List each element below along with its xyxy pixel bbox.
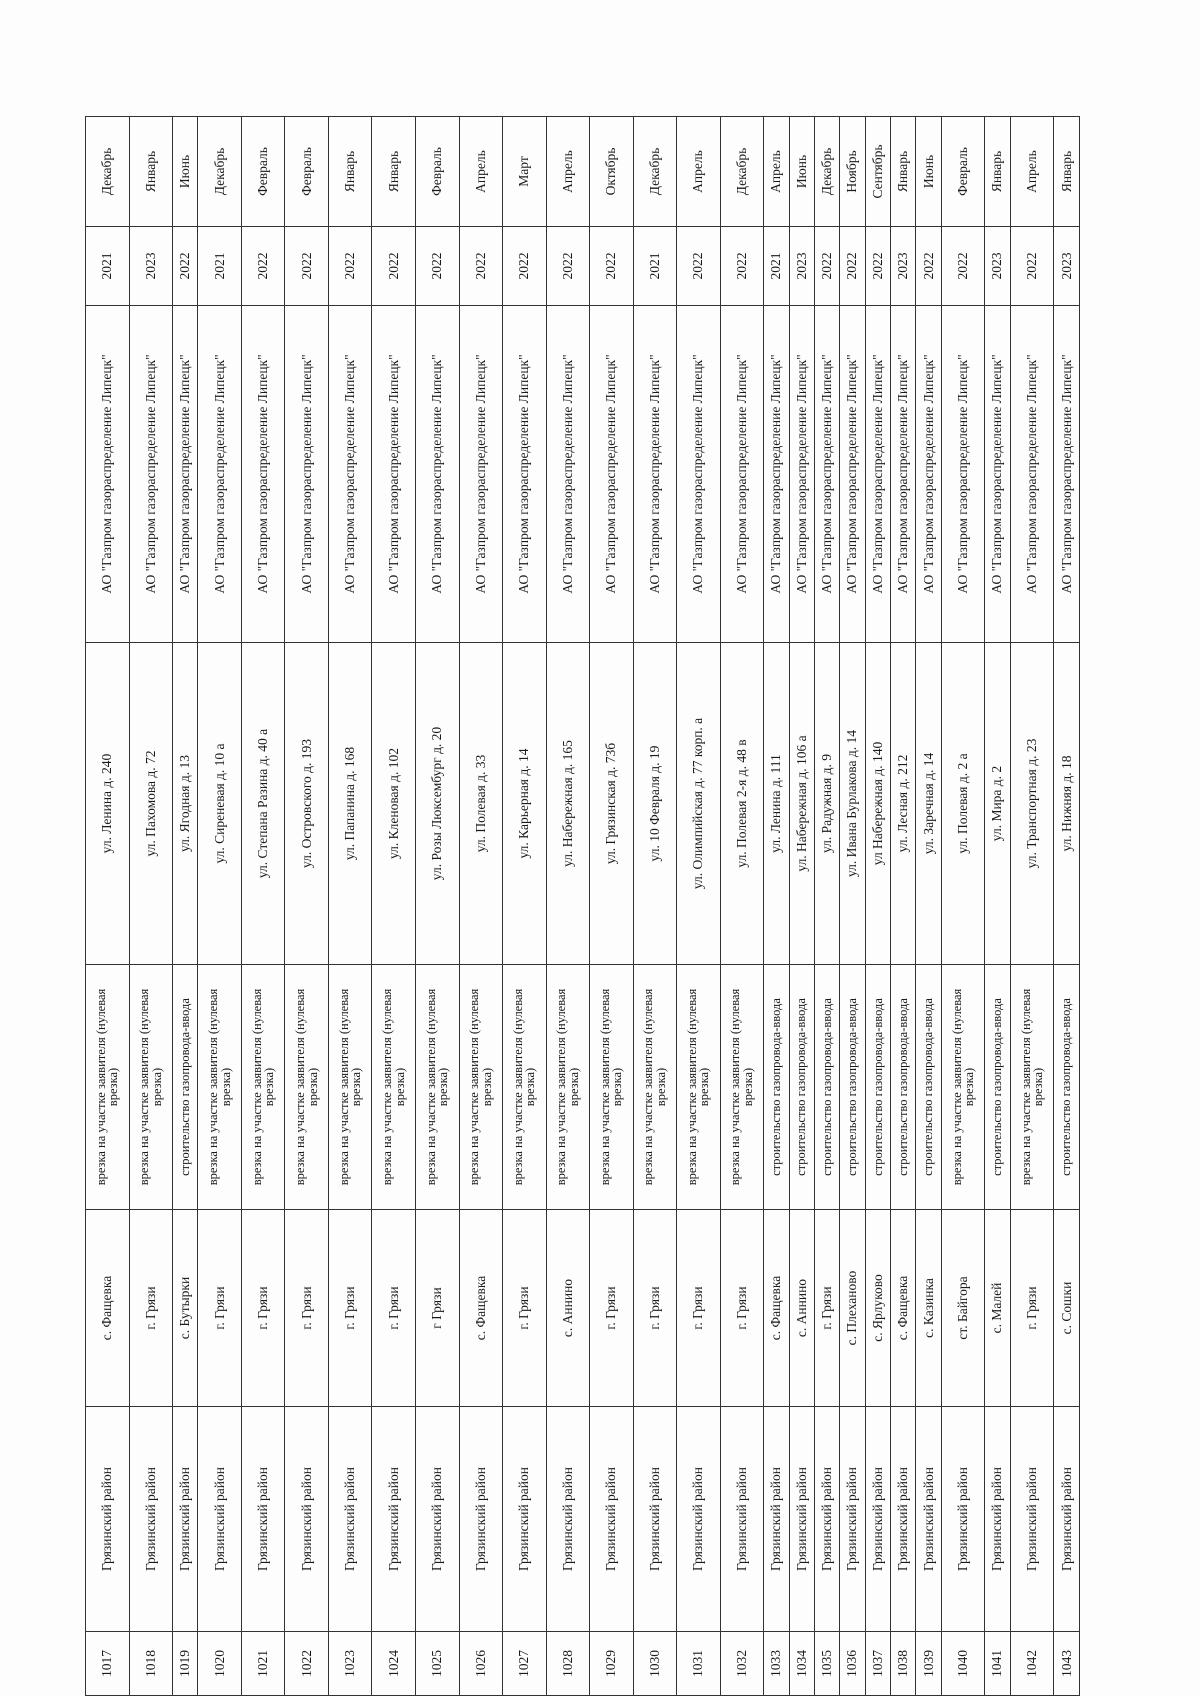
settlement-cell: г. Грязи [814,1210,839,1407]
year-cell: 2022 [677,227,721,306]
month-cell: Апрель [1010,117,1054,227]
table-row [241,117,285,1696]
address-cell: ул. Кленовая д. 102 [372,643,416,965]
organization-cell: АО "Газпром газораспределение Липецк" [764,306,789,643]
row-number-cell: 1022 [285,1632,329,1696]
year-cell: 2021 [633,227,677,306]
month-cell: Февраль [241,117,285,227]
table-row [1010,117,1054,1696]
settlement-cell: г Грязи [416,1210,460,1407]
row-number-cell: 1038 [891,1632,916,1696]
year-cell: 2021 [764,227,789,306]
organization-cell: АО "Газпром газораспределение Липецк" [1054,306,1080,643]
table-row [86,117,130,1696]
gasification-table [85,116,1080,1696]
organization-cell: АО "Газпром газораспределение Липецк" [546,306,590,643]
address-cell: ул. Мира д. 2 [985,643,1010,965]
district-cell: Грязинский район [372,1407,416,1632]
year-cell: 2021 [198,227,242,306]
address-cell: ул. Радужная д. 9 [814,643,839,965]
year-cell: 2022 [173,227,198,306]
settlement-cell: г. Грязи [372,1210,416,1407]
organization-cell: АО "Газпром газораспределение Липецк" [285,306,329,643]
row-number-cell: 1037 [865,1632,890,1696]
work-type-cell: строительство газопровода-ввода [814,965,839,1210]
work-type-cell: врезка на участке заявителя (нулевая врезка) [633,965,677,1210]
district-cell: Грязинский район [129,1407,173,1632]
month-cell: Декабрь [86,117,130,227]
year-cell: 2022 [546,227,590,306]
work-type-cell: врезка на участке заявителя (нулевая врезка) [198,965,242,1210]
organization-cell: АО "Газпром газораспределение Липецк" [173,306,198,643]
district-cell: Грязинский район [86,1407,130,1632]
settlement-cell: г. Грязи [1010,1210,1054,1407]
address-cell: ул. Карьерная д. 14 [503,643,547,965]
row-number-cell: 1023 [328,1632,372,1696]
month-cell: Июнь [789,117,814,227]
year-cell: 2022 [241,227,285,306]
row-number-cell: 1021 [241,1632,285,1696]
row-number-cell: 1033 [764,1632,789,1696]
row-number-cell: 1017 [86,1632,130,1696]
organization-cell: АО "Газпром газораспределение Липецк" [865,306,890,643]
district-cell: Грязинский район [633,1407,677,1632]
month-cell: Апрель [546,117,590,227]
work-type-cell: врезка на участке заявителя (нулевая врезка) [503,965,547,1210]
organization-cell: АО "Газпром газораспределение Липецк" [720,306,764,643]
settlement-cell: с. Ярлуково [865,1210,890,1407]
district-cell: Грязинский район [459,1407,503,1632]
month-cell: Декабрь [633,117,677,227]
organization-cell: АО "Газпром газораспределение Липецк" [503,306,547,643]
organization-cell: АО "Газпром газораспределение Липецк" [633,306,677,643]
month-cell: Январь [1054,117,1080,227]
month-cell: Февраль [416,117,460,227]
table-row [985,117,1010,1696]
address-cell: ул. Сиреневая д. 10 а [198,643,242,965]
address-cell: ул. Ягодная д. 13 [173,643,198,965]
work-type-cell: врезка на участке заявителя (нулевая врезка) [372,965,416,1210]
address-cell: ул. Полевая д. 2 а [941,643,985,965]
month-cell: Июнь [173,117,198,227]
organization-cell: АО "Газпром газораспределение Липецк" [372,306,416,643]
table-row [285,117,329,1696]
year-cell: 2022 [1010,227,1054,306]
address-cell: ул. Ленина д. 111 [764,643,789,965]
year-cell: 2022 [459,227,503,306]
row-number-cell: 1040 [941,1632,985,1696]
month-cell: Июнь [916,117,941,227]
table-row [416,117,460,1696]
district-cell: Грязинский район [764,1407,789,1632]
table-row [328,117,372,1696]
address-cell: ул. Островского д. 193 [285,643,329,965]
work-type-cell: строительство газопровода-ввода [916,965,941,1210]
table-row [459,117,503,1696]
address-cell: ул. 10 Февраля д. 19 [633,643,677,965]
rotated-table-wrapper [85,117,1080,1696]
table-row [677,117,721,1696]
work-type-cell: врезка на участке заявителя (нулевая врезка) [1010,965,1054,1210]
organization-cell: АО "Газпром газораспределение Липецк" [86,306,130,643]
month-cell: Январь [891,117,916,227]
organization-cell: АО "Газпром газораспределение Липецк" [198,306,242,643]
organization-cell: АО "Газпром газораспределение Липецк" [789,306,814,643]
settlement-cell: с. Фащевка [891,1210,916,1407]
district-cell: Грязинский район [677,1407,721,1632]
row-number-cell: 1043 [1054,1632,1080,1696]
row-number-cell: 1035 [814,1632,839,1696]
district-cell: Грязинский район [789,1407,814,1632]
work-type-cell: врезка на участке заявителя (нулевая врезка) [546,965,590,1210]
work-type-cell: строительство газопровода-ввода [173,965,198,1210]
month-cell: Март [503,117,547,227]
month-cell: Апрель [764,117,789,227]
month-cell: Декабрь [720,117,764,227]
year-cell: 2023 [891,227,916,306]
organization-cell: АО "Газпром газораспределение Липецк" [129,306,173,643]
organization-cell: АО "Газпром газораспределение Липецк" [941,306,985,643]
work-type-cell: строительство газопровода-ввода [865,965,890,1210]
row-number-cell: 1020 [198,1632,242,1696]
work-type-cell: врезка на участке заявителя (нулевая врезка) [459,965,503,1210]
table-row [590,117,634,1696]
table-row [173,117,198,1696]
settlement-cell: с. Фащевка [764,1210,789,1407]
district-cell: Грязинский район [941,1407,985,1632]
table-row [916,117,941,1696]
month-cell: Ноябрь [840,117,865,227]
row-number-cell: 1042 [1010,1632,1054,1696]
settlement-cell: г. Грязи [241,1210,285,1407]
settlement-cell: с. Бутырки [173,1210,198,1407]
row-number-cell: 1028 [546,1632,590,1696]
work-type-cell: строительство газопровода-ввода [764,965,789,1210]
work-type-cell: врезка на участке заявителя (нулевая врезка) [590,965,634,1210]
table-row [546,117,590,1696]
work-type-cell: врезка на участке заявителя (нулевая врезка) [328,965,372,1210]
settlement-cell: г. Грязи [633,1210,677,1407]
work-type-cell: врезка на участке заявителя (нулевая врезка) [285,965,329,1210]
settlement-cell: ст. Байгора [941,1210,985,1407]
settlement-cell: с. Фащевка [459,1210,503,1407]
month-cell: Сентябрь [865,117,890,227]
row-number-cell: 1027 [503,1632,547,1696]
settlement-cell: с. Сошки [1054,1210,1080,1407]
work-type-cell: строительство газопровода-ввода [1054,965,1080,1210]
organization-cell: АО "Газпром газораспределение Липецк" [677,306,721,643]
year-cell: 2022 [372,227,416,306]
address-cell: ул. Полевая д. 33 [459,643,503,965]
year-cell: 2023 [1054,227,1080,306]
year-cell: 2022 [916,227,941,306]
table-row [891,117,916,1696]
work-type-cell: врезка на участке заявителя (нулевая врезка) [241,965,285,1210]
district-cell: Грязинский район [198,1407,242,1632]
table-row [503,117,547,1696]
address-cell: ул. Заречная д. 14 [916,643,941,965]
year-cell: 2022 [503,227,547,306]
district-cell: Грязинский район [720,1407,764,1632]
settlement-cell: с. Плеханово [840,1210,865,1407]
district-cell: Грязинский район [814,1407,839,1632]
month-cell: Апрель [677,117,721,227]
district-cell: Грязинский район [328,1407,372,1632]
work-type-cell: врезка на участке заявителя (нулевая врезка) [941,965,985,1210]
settlement-cell: с. Казинка [916,1210,941,1407]
address-cell: ул. Олимпийская д. 77 корп. а [677,643,721,965]
settlement-cell: г. Грязи [590,1210,634,1407]
month-cell: Январь [129,117,173,227]
year-cell: 2022 [328,227,372,306]
table-row [372,117,416,1696]
row-number-cell: 1024 [372,1632,416,1696]
month-cell: Февраль [285,117,329,227]
row-number-cell: 1018 [129,1632,173,1696]
address-cell: ул. Грязинская д. 73б [590,643,634,965]
row-number-cell: 1034 [789,1632,814,1696]
district-cell: Грязинский район [1010,1407,1054,1632]
district-cell: Грязинский район [285,1407,329,1632]
work-type-cell: врезка на участке заявителя (нулевая врезка) [677,965,721,1210]
organization-cell: АО "Газпром газораспределение Липецк" [840,306,865,643]
row-number-cell: 1031 [677,1632,721,1696]
district-cell: Грязинский район [865,1407,890,1632]
organization-cell: АО "Газпром газораспределение Липецк" [916,306,941,643]
year-cell: 2023 [985,227,1010,306]
table-row [764,117,789,1696]
year-cell: 2022 [941,227,985,306]
settlement-cell: г. Грязи [503,1210,547,1407]
organization-cell: АО "Газпром газораспределение Липецк" [1010,306,1054,643]
table-row [840,117,865,1696]
year-cell: 2022 [590,227,634,306]
month-cell: Декабрь [198,117,242,227]
organization-cell: АО "Газпром газораспределение Липецк" [459,306,503,643]
settlement-cell: г. Грязи [328,1210,372,1407]
address-cell: ул. Папанина д. 168 [328,643,372,965]
settlement-cell: с. Фащевка [86,1210,130,1407]
address-cell: ул Набережная д. 140 [865,643,890,965]
row-number-cell: 1030 [633,1632,677,1696]
settlement-cell: с. Малей [985,1210,1010,1407]
table-row [865,117,890,1696]
district-cell: Грязинский район [840,1407,865,1632]
month-cell: Январь [372,117,416,227]
year-cell: 2022 [285,227,329,306]
row-number-cell: 1036 [840,1632,865,1696]
table-row [941,117,985,1696]
organization-cell: АО "Газпром газораспределение Липецк" [985,306,1010,643]
row-number-cell: 1029 [590,1632,634,1696]
district-cell: Грязинский район [891,1407,916,1632]
row-number-cell: 1032 [720,1632,764,1696]
settlement-cell: г. Грязи [720,1210,764,1407]
row-number-cell: 1026 [459,1632,503,1696]
organization-cell: АО "Газпром газораспределение Липецк" [416,306,460,643]
row-number-cell: 1025 [416,1632,460,1696]
table-row [720,117,764,1696]
district-cell: Грязинский район [916,1407,941,1632]
settlement-cell: с. Аннино [789,1210,814,1407]
table-row [789,117,814,1696]
work-type-cell: врезка на участке заявителя (нулевая врезка) [416,965,460,1210]
year-cell: 2021 [86,227,130,306]
table-row [814,117,839,1696]
month-cell: Февраль [941,117,985,227]
district-cell: Грязинский район [503,1407,547,1632]
year-cell: 2022 [814,227,839,306]
address-cell: ул. Степана Разина д. 40 а [241,643,285,965]
table-row [198,117,242,1696]
work-type-cell: строительство газопровода-ввода [891,965,916,1210]
year-cell: 2022 [865,227,890,306]
row-number-cell: 1039 [916,1632,941,1696]
address-cell: ул. Полевая 2-я д. 48 в [720,643,764,965]
address-cell: ул. Лесная д. 212 [891,643,916,965]
month-cell: Октябрь [590,117,634,227]
table-row [129,117,173,1696]
district-cell: Грязинский район [173,1407,198,1632]
organization-cell: АО "Газпром газораспределение Липецк" [814,306,839,643]
month-cell: Декабрь [814,117,839,227]
settlement-cell: г. Грязи [677,1210,721,1407]
year-cell: 2023 [129,227,173,306]
organization-cell: АО "Газпром газораспределение Липецк" [891,306,916,643]
district-cell: Грязинский район [416,1407,460,1632]
work-type-cell: строительство газопровода-ввода [840,965,865,1210]
address-cell: ул. Пахомова д. 72 [129,643,173,965]
address-cell: ул. Ивана Бурлакова д. 14 [840,643,865,965]
work-type-cell: строительство газопровода-ввода [985,965,1010,1210]
month-cell: Январь [328,117,372,227]
district-cell: Грязинский район [546,1407,590,1632]
work-type-cell: строительство газопровода-ввода [789,965,814,1210]
district-cell: Грязинский район [590,1407,634,1632]
settlement-cell: г. Грязи [285,1210,329,1407]
year-cell: 2022 [840,227,865,306]
work-type-cell: врезка на участке заявителя (нулевая врезка) [129,965,173,1210]
address-cell: ул. Розы Люксембург д. 20 [416,643,460,965]
district-cell: Грязинский район [985,1407,1010,1632]
organization-cell: АО "Газпром газораспределение Липецк" [241,306,285,643]
organization-cell: АО "Газпром газораспределение Липецк" [328,306,372,643]
work-type-cell: врезка на участке заявителя (нулевая врезка) [86,965,130,1210]
work-type-cell: врезка на участке заявителя (нулевая врезка) [720,965,764,1210]
address-cell: ул. Нижняя д. 18 [1054,643,1080,965]
address-cell: ул. Набережная д. 165 [546,643,590,965]
settlement-cell: г. Грязи [198,1210,242,1407]
month-cell: Апрель [459,117,503,227]
year-cell: 2022 [720,227,764,306]
address-cell: ул. Транспортная д. 23 [1010,643,1054,965]
row-number-cell: 1041 [985,1632,1010,1696]
table-row [1054,117,1080,1696]
table-body [86,117,1080,1696]
month-cell: Январь [985,117,1010,227]
organization-cell: АО "Газпром газораспределение Липецк" [590,306,634,643]
row-number-cell: 1019 [173,1632,198,1696]
settlement-cell: с. Аннино [546,1210,590,1407]
year-cell: 2022 [416,227,460,306]
district-cell: Грязинский район [241,1407,285,1632]
address-cell: ул. Ленина д. 240 [86,643,130,965]
table-row [633,117,677,1696]
year-cell: 2023 [789,227,814,306]
settlement-cell: г. Грязи [129,1210,173,1407]
address-cell: ул. Набережная д. 106 а [789,643,814,965]
district-cell: Грязинский район [1054,1407,1080,1632]
